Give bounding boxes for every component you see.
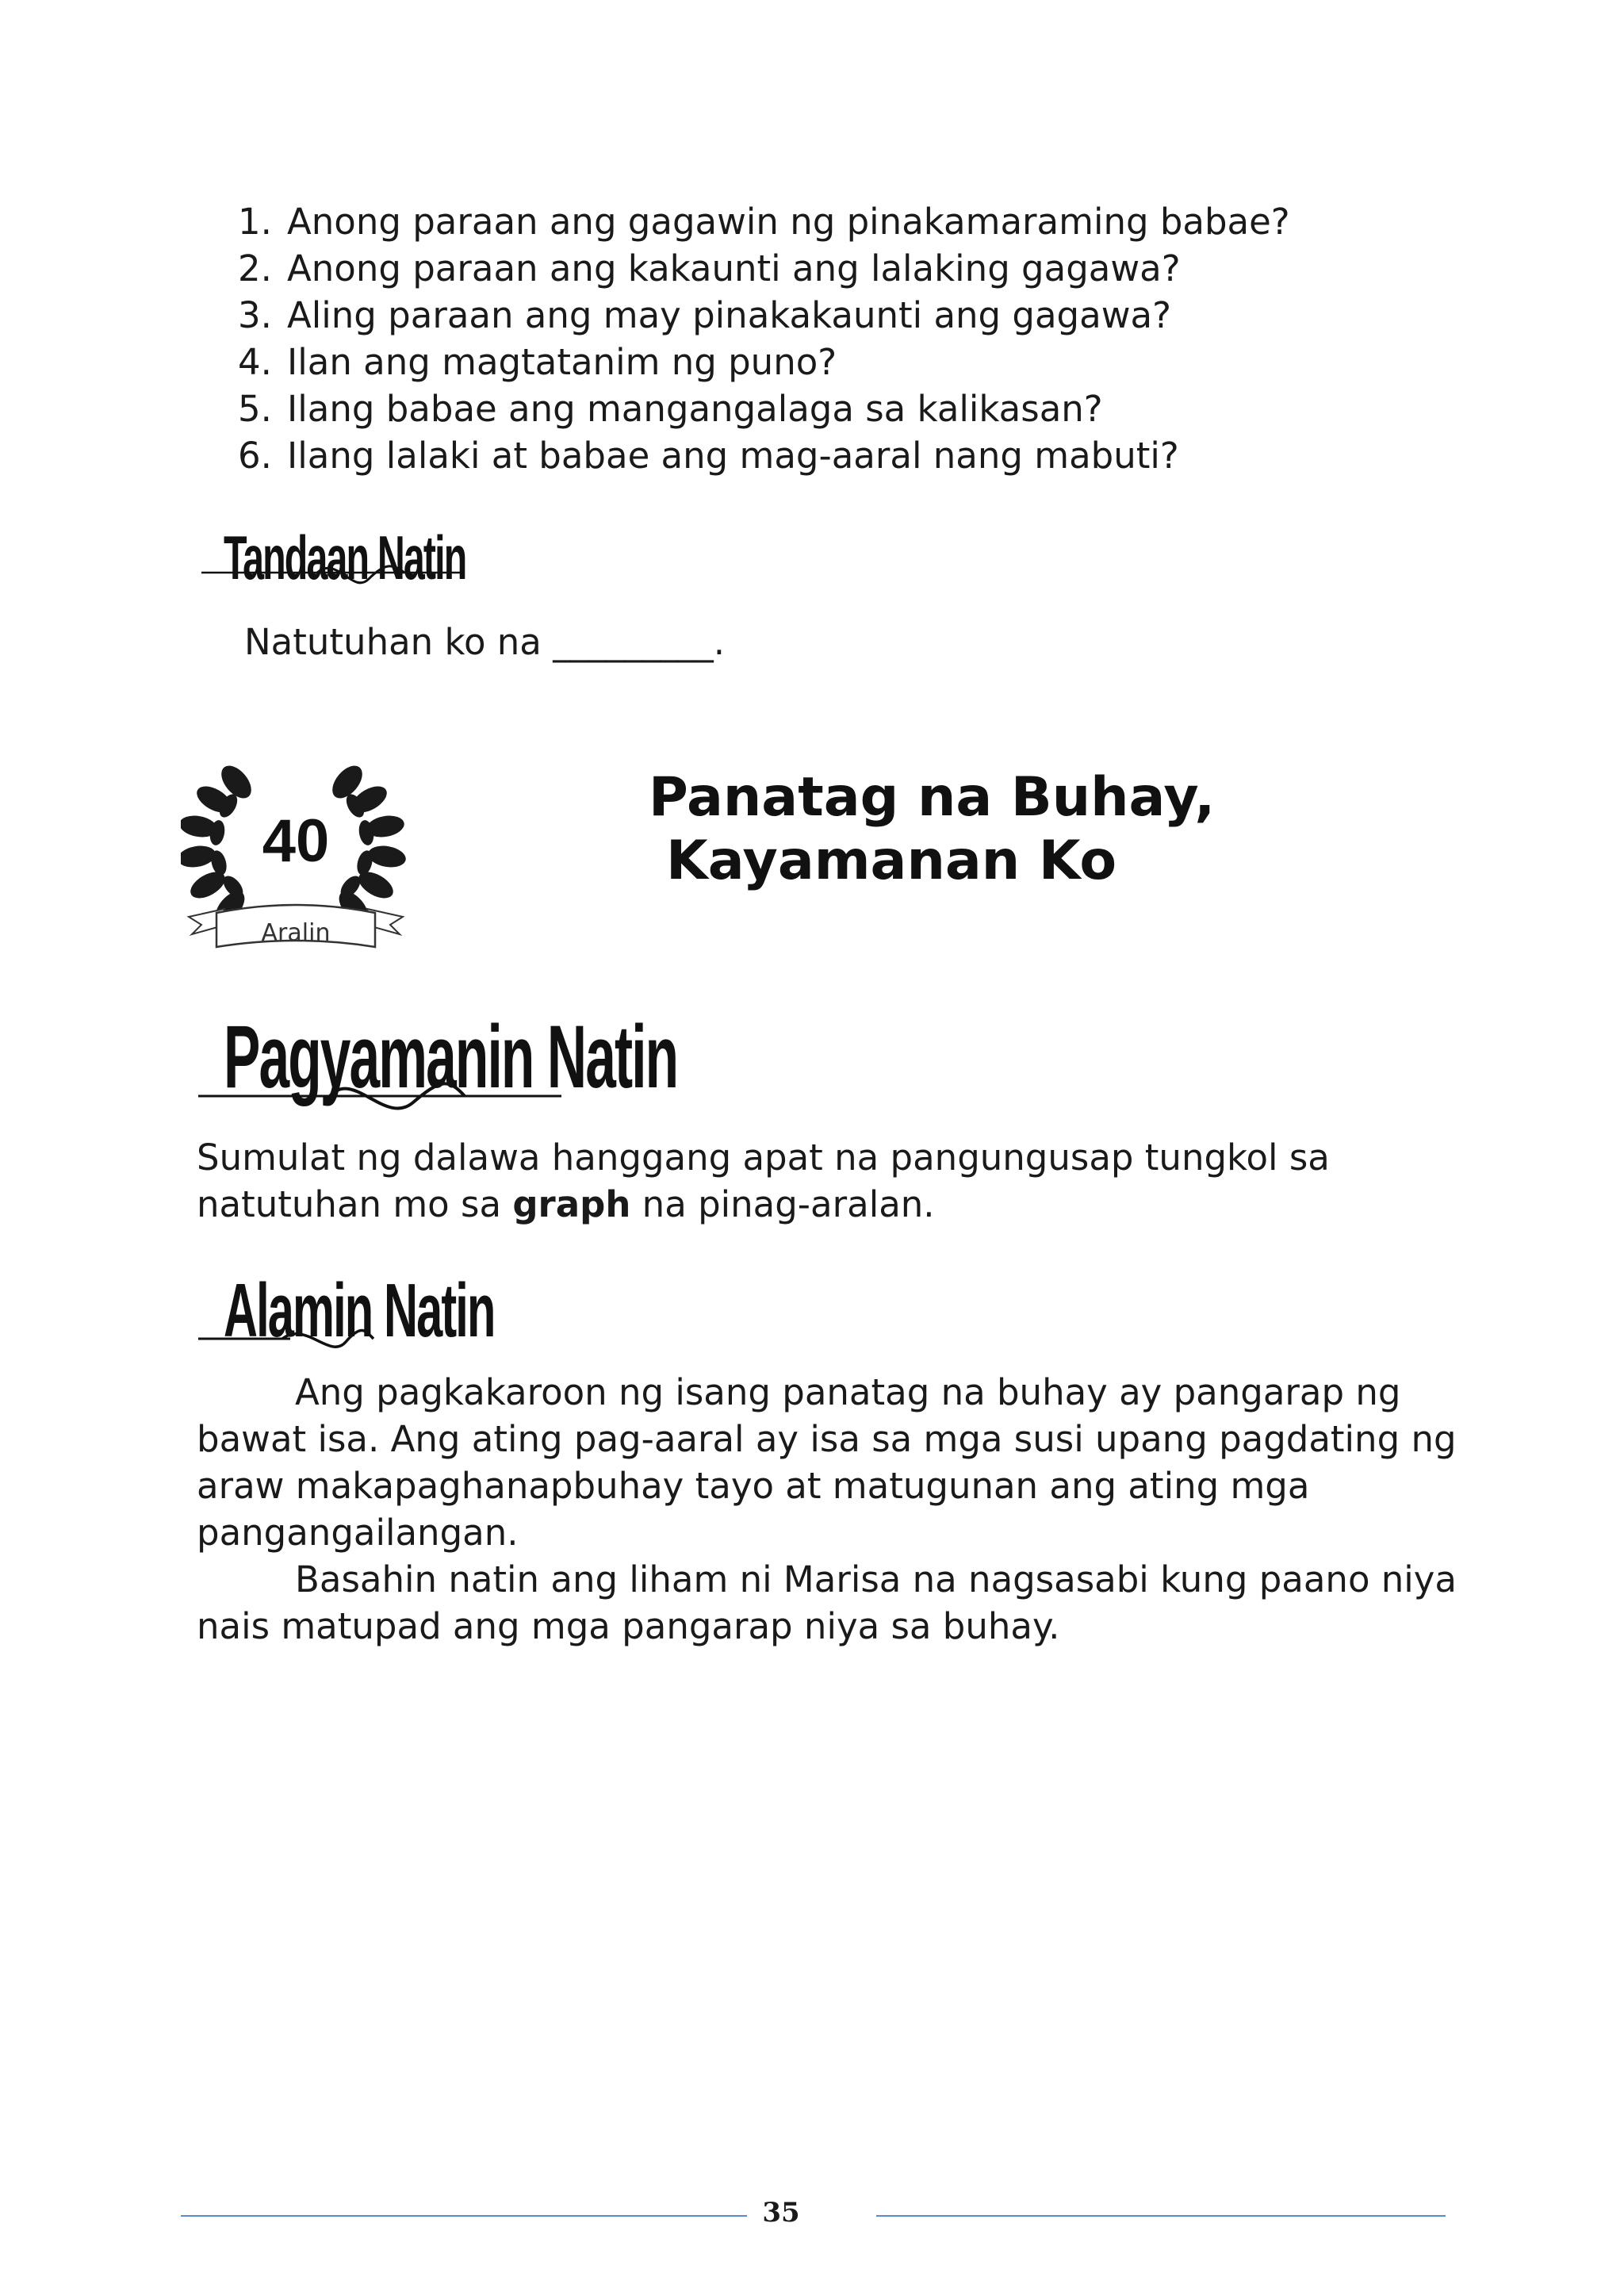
list-item: 2. Anong paraan ang kakaunti ang lalaking gagawa? [238,247,1181,289]
footer-rule-left [181,2215,747,2217]
list-item: 1. Anong paraan ang gagawin ng pinakamaraming babae? [238,201,1290,243]
alamin-heading: Alamin Natin [224,1268,495,1353]
question-list [238,198,1290,479]
alamin-paragraph-2: Basahin natin ang liham ni Marisa na nagsasabi kung paano niya nais matupad ang mga pangarap niya sa buhay. [197,1558,1457,1647]
answer-blank[interactable]: _________ [553,621,714,663]
pagyamanin-underline-swash [195,1063,568,1126]
footer-rule-right [876,2215,1446,2217]
lesson-title: Panatag na Buhay, Kayamanan Ko [649,766,1216,892]
list-item: 5. Ilang babae ang mangangalaga sa kalikasan? [238,388,1103,430]
page-number: 35 [762,2197,800,2229]
laurel-wreath-icon [181,750,411,972]
tandaan-underline-swash [198,547,468,603]
pagyamanin-text: Sumulat ng dalawa hanggang apat na pangungusap tungkol sa natutuhan mo sa graph na pinag-aralan. [197,1137,1330,1225]
list-item: 6. Ilang lalaki at babae ang mag-aaral nang mabuti? [238,435,1179,477]
alamin-paragraph-1: Ang pagkakaroon ng isang panatag na buhay ay pangarap ng bawat isa. Ang ating pag-aaral ay isa sa mga susi upang pagdating ng araw makapaghanapbuhay tayo at matugunan ang ating mga pangangailangan. [197,1371,1457,1554]
list-item: 4. Ilan ang magtatanim ng puno? [238,341,837,383]
tandaan-prompt: Natutuhan ko na _________. [244,621,726,663]
alamin-underline-swash [195,1309,481,1364]
lesson-label: Aralin [261,919,331,947]
tandaan-heading: Tandaan Natin [224,523,466,592]
lesson-number: 40 [262,807,330,875]
list-item: 3. Aling paraan ang may pinakakaunti ang gagawa? [238,294,1171,336]
pagyamanin-heading: Pagyamanin Natin [224,1007,678,1106]
